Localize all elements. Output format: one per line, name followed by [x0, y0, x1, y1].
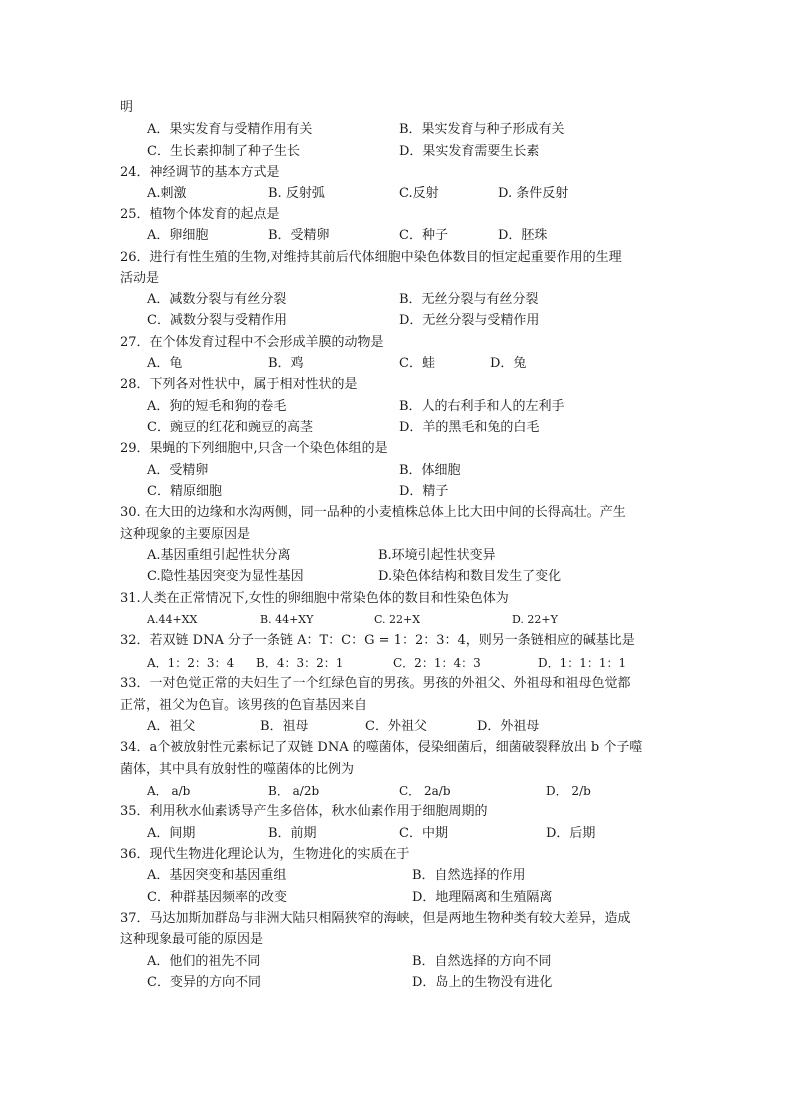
q35-option-d: D．后期: [546, 826, 596, 841]
q24-option-c: C.反射: [399, 186, 439, 201]
q29-option-b: B．体细胞: [399, 463, 461, 478]
q32-option-c: C．2：1：4：3: [393, 656, 481, 670]
q27-option-b: B．鸡: [268, 356, 304, 371]
q33-option-d: D．外祖母: [477, 719, 540, 734]
q25-option-b: B．受精卵: [268, 228, 330, 243]
q29-option-c: C．精原细胞: [147, 484, 222, 499]
q30-option-a: A.基因重组引起性状分离: [147, 548, 291, 563]
q32-stem: 32．若双链 DNA 分子一条链 A：T：C：G = 1：2：3：4，则另一条链相应的碱基比是: [120, 633, 635, 648]
q32-option-d: D．1：1：1：1: [538, 656, 627, 670]
q34-stem-line1: 34．a个被放射性元素标记了双链 DNA 的噬菌体，侵染细菌后，细菌破裂释放出 b 个子噬: [120, 740, 643, 755]
q34-option-d: D． 2/b: [546, 784, 591, 798]
q31-option-b: B. 44+XY: [260, 613, 314, 626]
q31-option-a: A.44+XX: [147, 613, 198, 626]
q23-option-b: B．果实发育与种子形成有关: [399, 122, 565, 137]
q26-stem-line2: 活动是: [120, 271, 160, 286]
q26-option-d: D．无丝分裂与受精作用: [399, 313, 540, 328]
q37-option-a: A．他们的祖先不同: [147, 954, 261, 969]
q26-option-a: A．减数分裂与有丝分裂: [147, 292, 287, 307]
q25-option-d: D．胚珠: [498, 228, 548, 243]
q24-option-d: D. 条件反射: [498, 186, 569, 201]
q28-option-c: C．豌豆的红花和豌豆的高茎: [147, 420, 313, 435]
q34-option-b: B． a/2b: [268, 784, 320, 798]
q35-option-b: B．前期: [268, 826, 317, 841]
q30-option-d: D.染色体结构和数目发生了变化: [378, 569, 562, 584]
q33-option-a: A．祖父: [147, 719, 196, 734]
q36-option-d: D．地理隔离和生殖隔离: [412, 890, 553, 905]
q24-option-a: A.刺激: [147, 186, 187, 201]
q33-stem-line1: 33．一对色觉正常的夫妇生了一个红绿色盲的男孩。男孩的外祖父、外祖母和祖母色觉都: [120, 676, 631, 691]
q33-option-b: B．祖母: [260, 719, 309, 734]
q26-option-b: B．无丝分裂与有丝分裂: [399, 292, 539, 307]
q36-option-a: A．基因突变和基因重组: [147, 868, 287, 883]
q37-option-c: C．变异的方向不同: [147, 975, 261, 990]
q29-option-d: D．精子: [399, 484, 449, 499]
q26-stem-line1: 26．进行有性生殖的生物,对维持其前后代体细胞中染色体数目的恒定起重要作用的生理: [120, 250, 622, 265]
q27-option-c: C．蛙: [399, 356, 435, 371]
q37-option-b: B．自然选择的方向不同: [412, 954, 552, 969]
q31-option-c: C. 22+X: [374, 613, 421, 626]
q24-stem: 24．神经调节的基本方式是: [120, 165, 280, 180]
q31-stem: 31.人类在正常情况下,女性的卵细胞中常染色体的数目和性染色体为: [120, 591, 509, 606]
q37-stem-line1: 37．马达加斯加群岛与非洲大陆只相隔狭窄的海峡，但是两地生物种类有较大差异，造成: [120, 911, 631, 926]
q33-stem-line2: 正常，祖父为色盲。该男孩的色盲基因来自: [120, 698, 368, 713]
q33-option-c: C．外祖父: [365, 719, 427, 734]
q25-stem: 25．植物个体发育的起点是: [120, 207, 280, 222]
q30-option-c: C.隐性基因突变为显性基因: [147, 569, 304, 584]
q27-option-d: D．兔: [490, 356, 527, 371]
q36-option-c: C．种群基因频率的改变: [147, 890, 287, 905]
q25-option-c: C．种子: [399, 228, 448, 243]
q28-option-b: B．人的右利手和人的左利手: [399, 399, 565, 414]
q35-option-a: A．间期: [147, 826, 196, 841]
q27-stem: 27．在个体发育过程中不会形成羊膜的动物是: [120, 335, 384, 350]
q35-stem: 35．利用秋水仙素诱导产生多倍体，秋水仙素作用于细胞周期的: [120, 804, 488, 819]
q23-option-d: D．果实发育需要生长素: [399, 144, 540, 159]
q30-option-b: B.环境引起性状变异: [378, 548, 496, 563]
q37-stem-line2: 这种现象最可能的原因是: [120, 932, 264, 947]
q29-option-a: A．受精卵: [147, 463, 209, 478]
q29-stem: 29．果蝇的下列细胞中,只含一个染色体组的是: [120, 441, 388, 456]
q28-option-a: A．狗的短毛和狗的卷毛: [147, 399, 287, 414]
q34-option-a: A． a/b: [147, 784, 191, 798]
q35-option-c: C．中期: [399, 826, 448, 841]
q37-option-d: D．岛上的生物没有进化: [412, 975, 553, 990]
q25-option-a: A．卵细胞: [147, 228, 209, 243]
q34-option-c: C． 2a/b: [399, 784, 451, 798]
q28-stem: 28．下列各对性状中，属于相对性状的是: [120, 377, 358, 392]
q27-option-a: A．龟: [147, 356, 183, 371]
q23-stem-tail: 明: [120, 100, 134, 115]
q30-stem-line1: 30. 在大田的边缘和水沟两侧，同一品种的小麦植株总体上比大田中间的长得高壮。产生: [120, 505, 626, 520]
q30-stem-line2: 这种现象的主要原因是: [120, 527, 251, 542]
q28-option-d: D．羊的黑毛和兔的白毛: [399, 420, 540, 435]
q36-stem: 36．现代生物进化理论认为，生物进化的实质在于: [120, 847, 410, 862]
q32-option-b: B．4：3：2：1: [256, 656, 344, 670]
q24-option-b: B. 反射弧: [268, 186, 325, 201]
q36-option-b: B．自然选择的作用: [412, 868, 526, 883]
q32-option-a: A．1：2：3：4: [147, 656, 235, 670]
q23-option-c: C．生长素抑制了种子生长: [147, 144, 300, 159]
q31-option-d: D. 22+Y: [512, 613, 558, 626]
q23-option-a: A．果实发育与受精作用有关: [147, 122, 313, 137]
q34-stem-line2: 菌体，其中具有放射性的噬菌体的比例为: [120, 762, 355, 777]
q26-option-c: C．减数分裂与受精作用: [147, 313, 287, 328]
